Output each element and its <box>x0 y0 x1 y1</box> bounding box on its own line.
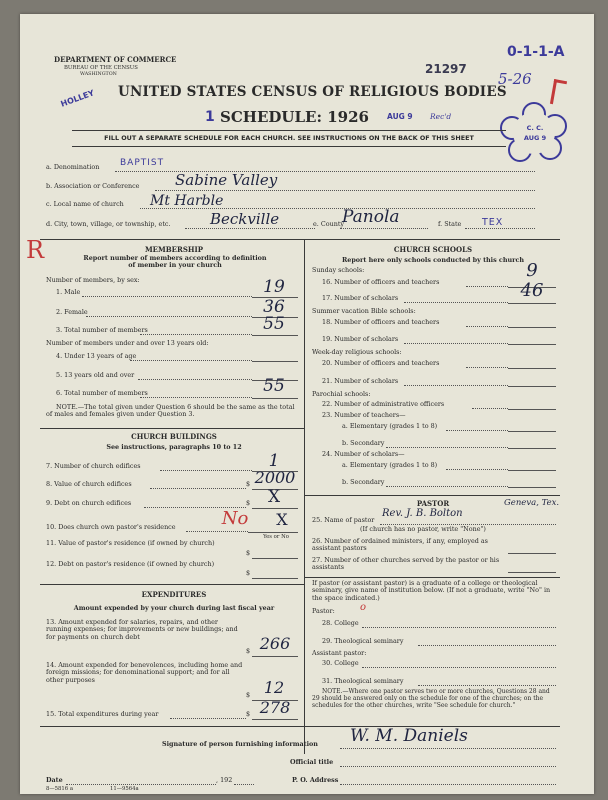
q15-dollar: $ <box>246 710 251 718</box>
q19-label: 19. Number of scholars <box>322 335 399 343</box>
age-label: Number of members under and over 13 years old: <box>46 339 209 347</box>
q13-dollar: $ <box>246 647 251 655</box>
expenditures-sub: Amount expended by your church during last fiscal year <box>73 604 275 612</box>
membership-sub: Report number of members according to definition of member in your church <box>83 254 267 270</box>
q26-label: 26. Number of ordained ministers, if any, employed as assistant pastors <box>312 537 488 553</box>
bureau-label: BUREAU OF THE CENSUS <box>64 65 138 71</box>
cc-stamp-icon <box>498 100 570 166</box>
q16-field[interactable]: 9 <box>526 260 538 281</box>
instructions-line: FILL OUT A SEPARATE SCHEDULE FOR EACH CHURCH. SEE INSTRUCTIONS ON THE BACK OF THIS SHEET <box>104 134 474 142</box>
q25-field[interactable]: Rev. J. B. Bolton <box>382 508 463 519</box>
schools-heading: CHURCH SCHOOLS <box>393 245 473 254</box>
assistant-label: Assistant pastor: <box>312 649 367 657</box>
q9-label: 9. Debt on church edifices <box>46 499 132 507</box>
q24a-label: a. Elementary (grades 1 to 8) <box>342 461 438 469</box>
pastor-note: NOTE.—Where one pastor serves two or more churches, Questions 28 and 29 should be answered only on the schedule for one of the churches; on the schedules for the other churches, write "See schedule for church." <box>312 688 550 709</box>
county-field[interactable]: Panola <box>342 207 400 227</box>
q29-label: 29. Theological seminary <box>322 637 404 645</box>
q3-label: 3. Total number of members <box>56 326 148 334</box>
state-field[interactable]: TEX <box>482 217 504 228</box>
q3-field[interactable]: 55 <box>263 314 285 334</box>
margin-mark: R <box>26 236 45 264</box>
signature-label: Signature of person furnishing information <box>162 740 318 748</box>
print-code: 11—9564a <box>110 786 139 792</box>
date-label: Date <box>46 776 63 784</box>
official-title-label: Official title <box>290 758 334 766</box>
q14-field[interactable]: 12 <box>263 678 285 697</box>
association-field[interactable]: Sabine Valley <box>175 171 278 189</box>
graduate-note: If pastor (or assistant pastor) is a graduate of a college or theological seminary, give name of institution below. (If not a graduate, write "No" in the space indicated.) <box>312 579 551 602</box>
q27-label: 27. Number of other churches served by the pastor or his assistants <box>312 556 500 572</box>
q18-label: 18. Number of officers and teachers <box>322 318 440 326</box>
q25-sub: (If church has no pastor, write "None") <box>360 525 486 533</box>
dept-label: DEPARTMENT OF COMMERCE <box>54 55 177 64</box>
q6-field[interactable]: 55 <box>263 376 285 396</box>
q1-field[interactable]: 19 <box>263 277 285 297</box>
city-town-label: d. City, town, village, or township, etc. <box>46 220 171 228</box>
church-name-field[interactable]: Mt Harble <box>150 193 224 209</box>
buildings-sub: See instructions, paragraphs 10 to 12 <box>106 443 242 451</box>
membership-note: NOTE.—The total given under Question 6 should be the same as the total of males and females given under Question 3. <box>46 403 295 419</box>
received-stamp: Rec'd <box>430 112 452 121</box>
q14-dollar: $ <box>246 691 251 699</box>
year-label: , 192 <box>216 776 233 784</box>
schedule-number: 1 <box>205 109 215 125</box>
membership-heading: MEMBERSHIP <box>144 245 204 254</box>
q13-field[interactable]: 266 <box>259 634 291 653</box>
denomination-field[interactable]: BAPTIST <box>120 158 165 168</box>
city-label: WASHINGTON <box>80 72 117 77</box>
members-by-sex-label: Number of members, by sex: <box>46 276 140 284</box>
q2-field[interactable]: 36 <box>263 297 285 317</box>
q23a-label: a. Elementary (grades 1 to 8) <box>342 422 438 430</box>
q25-label: 25. Name of pastor <box>312 516 375 524</box>
q6-label: 6. Total number of members <box>56 389 148 397</box>
q9-dollar: $ <box>246 499 251 507</box>
parochial-label: Parochial schools: <box>312 390 371 398</box>
state-label: f. State <box>438 220 462 228</box>
schedule-title: SCHEDULE: 1926 <box>220 108 369 126</box>
q12-label: 12. Debt on pastor's residence (if owned by church) <box>46 560 215 568</box>
church-name-label: c. Local name of church <box>46 200 124 208</box>
q8-label: 8. Value of church edifices <box>46 480 132 488</box>
q21-label: 21. Number of scholars <box>322 377 399 385</box>
q14-label: 14. Amount expended for benevolences, including home and foreign missions; for denominational support; and for all other purposes <box>46 661 243 684</box>
weekday-label: Week-day religious schools: <box>312 348 402 356</box>
signature-field[interactable]: W. M. Daniels <box>350 726 468 746</box>
q1-label: 1. Male <box>56 288 81 296</box>
q30-label: 30. College <box>322 659 359 667</box>
received-date-stamp: AUG 9 <box>387 112 413 121</box>
pastor-label: Pastor: <box>312 607 335 615</box>
q8-dollar: $ <box>246 480 251 488</box>
pastor-heading: PASTOR <box>416 499 450 508</box>
q7-field[interactable]: 1 <box>268 451 280 471</box>
city-town-field[interactable]: Beckville <box>210 210 280 228</box>
q10-mark: X <box>276 510 288 529</box>
sunday-label: Sunday schools: <box>312 266 365 274</box>
schools-sub: Report here only schools conducted by this church <box>341 256 525 264</box>
yes-no-caption: Yes or No <box>263 534 289 540</box>
census-schedule-page <box>20 14 594 794</box>
denomination-label: a. Denomination <box>46 163 100 171</box>
q11-dollar: $ <box>246 549 251 557</box>
q23b-label: b. Secondary <box>342 439 385 447</box>
cc-stamp-date: AUG 9 <box>523 134 547 142</box>
q11-label: 11. Value of pastor's residence (if owned by church) <box>46 539 215 547</box>
q9-field[interactable]: X <box>267 487 281 507</box>
q7-label: 7. Number of church edifices <box>46 462 141 470</box>
cc-stamp-label: C. C. <box>526 124 544 132</box>
q22-label: 22. Number of administrative officers <box>322 400 445 408</box>
q8-field[interactable]: 2000 <box>254 468 296 487</box>
q17-field[interactable]: 46 <box>520 280 544 301</box>
county-label: e. County <box>313 220 344 228</box>
po-address-label: P. O. Address <box>292 776 339 784</box>
q2-label: 2. Female <box>56 308 88 316</box>
pastor-location: Geneva, Tex. <box>504 498 560 508</box>
buildings-heading: CHURCH BUILDINGS <box>131 432 217 441</box>
code-stamp: 0-1-1-A <box>507 44 565 60</box>
q5-label: 5. 13 years old and over <box>56 371 135 379</box>
q24-label: 24. Number of scholars— <box>322 450 405 458</box>
holley-stamp: HOLLEY <box>59 88 96 109</box>
q17-label: 17. Number of scholars <box>322 294 399 302</box>
q16-label: 16. Number of officers and teachers <box>322 278 440 286</box>
q12-dollar: $ <box>246 569 251 577</box>
form-code: 8—5816 a <box>46 786 73 792</box>
serial-number: 21297 <box>425 62 467 76</box>
q13-label: 13. Amount expended for salaries, repairs, and other running expenses; for improvements or new buildings; and for payments on church debt <box>46 618 238 641</box>
summer-label: Summer vacation Bible schools: <box>312 307 416 315</box>
q4-label: 4. Under 13 years of age <box>56 352 137 360</box>
q10-field[interactable]: No <box>221 508 249 529</box>
q31-label: 31. Theological seminary <box>322 677 404 685</box>
q10-label: 10. Does church own pastor's residence <box>46 523 176 531</box>
form-title: UNITED STATES CENSUS OF RELIGIOUS BODIES <box>118 84 507 100</box>
expenditures-heading: EXPENDITURES <box>141 590 207 599</box>
code-date-stamp: 5-26 <box>498 70 532 88</box>
pastor-mark: o <box>360 602 367 613</box>
q24b-label: b. Secondary <box>342 478 385 486</box>
q28-label: 28. College <box>322 619 359 627</box>
association-label: b. Association or Conference <box>46 182 140 190</box>
q15-field[interactable]: 278 <box>259 698 291 717</box>
q20-label: 20. Number of officers and teachers <box>322 359 440 367</box>
q15-label: 15. Total expenditures during year <box>46 710 159 718</box>
q23-label: 23. Number of teachers— <box>322 411 406 419</box>
